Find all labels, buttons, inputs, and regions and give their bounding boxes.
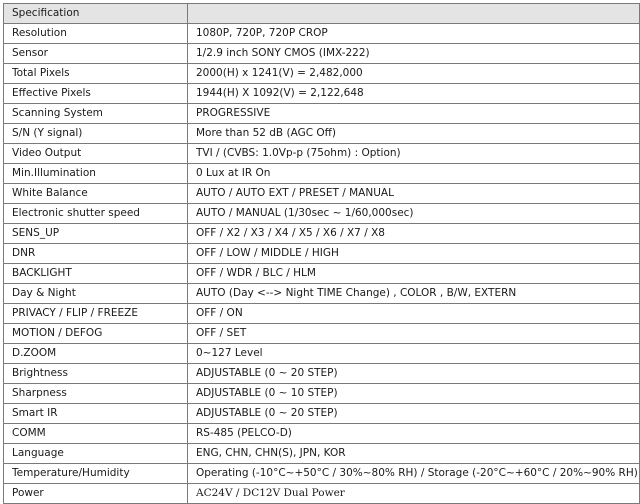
spec-value: ADJUSTABLE (0 ~ 10 STEP)	[188, 384, 640, 404]
table-row	[4, 264, 640, 284]
spec-value: 2000(H) x 1241(V) = 2,482,000	[188, 64, 640, 84]
spec-value: More than 52 dB (AGC Off)	[188, 124, 640, 144]
table-header-row	[4, 4, 640, 24]
table-row	[4, 484, 640, 504]
spec-value: 1/2.9 inch SONY CMOS (IMX-222)	[188, 44, 640, 64]
spec-value: OFF / SET	[188, 324, 640, 344]
spec-label: SENS_UP	[4, 224, 188, 244]
spec-label: Scanning System	[4, 104, 188, 124]
spec-label: D.ZOOM	[4, 344, 188, 364]
spec-label: Video Output	[4, 144, 188, 164]
specification-table	[3, 3, 640, 504]
spec-value: AUTO / MANUAL (1/30sec ~ 1/60,000sec)	[188, 204, 640, 224]
table-row	[4, 444, 640, 464]
spec-value: 0~127 Level	[188, 344, 640, 364]
spec-label: COMM	[4, 424, 188, 444]
spec-value: OFF / WDR / BLC / HLM	[188, 264, 640, 284]
spec-value: OFF / X2 / X3 / X4 / X5 / X6 / X7 / X8	[188, 224, 640, 244]
spec-value: ENG, CHN, CHN(S), JPN, KOR	[188, 444, 640, 464]
spec-label: BACKLIGHT	[4, 264, 188, 284]
table-row	[4, 64, 640, 84]
spec-label: Day & Night	[4, 284, 188, 304]
spec-label: Temperature/Humidity	[4, 464, 188, 484]
spec-label: MOTION / DEFOG	[4, 324, 188, 344]
table-row	[4, 464, 640, 484]
table-row	[4, 224, 640, 244]
table-row	[4, 44, 640, 64]
header-label: Specification	[4, 4, 188, 24]
table-row	[4, 184, 640, 204]
spec-value: AUTO (Day <--> Night TIME Change) , COLOR , B/W, EXTERN	[188, 284, 640, 304]
spec-label: Brightness	[4, 364, 188, 384]
spec-value: 1944(H) X 1092(V) = 2,122,648	[188, 84, 640, 104]
spec-label: Language	[4, 444, 188, 464]
spec-label: PRIVACY / FLIP / FREEZE	[4, 304, 188, 324]
spec-value: OFF / LOW / MIDDLE / HIGH	[188, 244, 640, 264]
spec-label: Smart IR	[4, 404, 188, 424]
table-row	[4, 304, 640, 324]
table-row	[4, 164, 640, 184]
table-row	[4, 204, 640, 224]
spec-label: Sensor	[4, 44, 188, 64]
spec-label: White Balance	[4, 184, 188, 204]
table-row	[4, 344, 640, 364]
header-value	[188, 4, 640, 24]
spec-value: OFF / ON	[188, 304, 640, 324]
table-row	[4, 424, 640, 444]
table-row	[4, 364, 640, 384]
spec-label: S/N (Y signal)	[4, 124, 188, 144]
spec-value: RS-485 (PELCO-D)	[188, 424, 640, 444]
spec-label: Min.Illumination	[4, 164, 188, 184]
table-row	[4, 384, 640, 404]
table-row	[4, 84, 640, 104]
table-row	[4, 124, 640, 144]
table-row	[4, 404, 640, 424]
spec-value: 0 Lux at IR On	[188, 164, 640, 184]
spec-label: DNR	[4, 244, 188, 264]
table-row	[4, 144, 640, 164]
spec-label: Resolution	[4, 24, 188, 44]
spec-value: TVI / (CVBS: 1.0Vp-p (75ohm) : Option)	[188, 144, 640, 164]
spec-value: PROGRESSIVE	[188, 104, 640, 124]
spec-label: Electronic shutter speed	[4, 204, 188, 224]
spec-label: Power	[4, 484, 188, 504]
spec-label: Total Pixels	[4, 64, 188, 84]
spec-value: Operating (-10°C~+50°C / 30%~80% RH) / Storage (-20°C~+60°C / 20%~90% RH)	[188, 464, 640, 484]
spec-value: AC24V / DC12V Dual Power	[188, 484, 640, 504]
table-row	[4, 324, 640, 344]
spec-value: ADJUSTABLE (0 ~ 20 STEP)	[188, 404, 640, 424]
spec-label: Effective Pixels	[4, 84, 188, 104]
table-row	[4, 244, 640, 264]
spec-value: 1080P, 720P, 720P CROP	[188, 24, 640, 44]
table-row	[4, 284, 640, 304]
spec-value: AUTO / AUTO EXT / PRESET / MANUAL	[188, 184, 640, 204]
table-row	[4, 104, 640, 124]
spec-label: Sharpness	[4, 384, 188, 404]
table-row	[4, 24, 640, 44]
spec-value: ADJUSTABLE (0 ~ 20 STEP)	[188, 364, 640, 384]
